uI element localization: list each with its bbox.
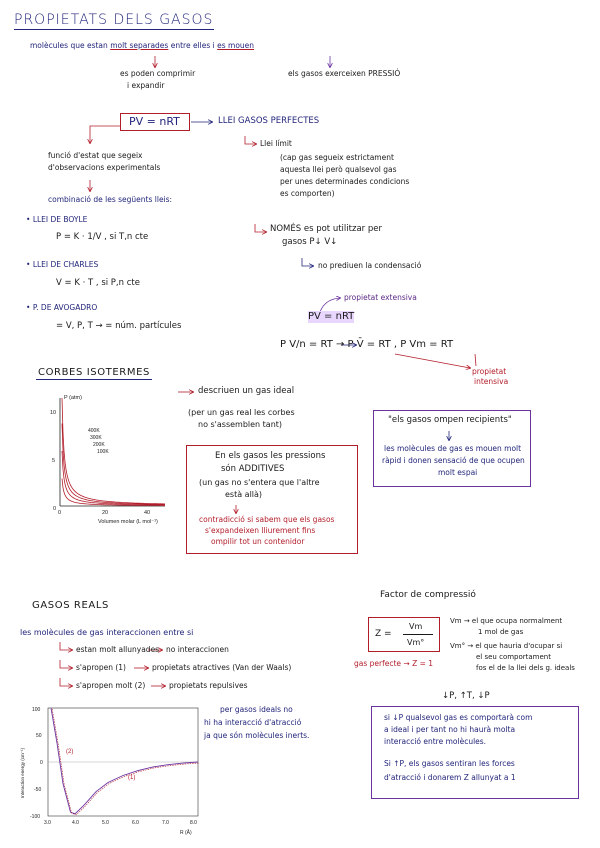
ideal-law-equation: PV = nRT [129, 115, 180, 128]
real-item-2a: s'apropen (1) [76, 663, 126, 672]
real-item-2b: propietats atractives (Van der Waals) [152, 663, 292, 672]
real-gases-heading: GASOS REALS [32, 600, 109, 611]
compress-box-2: a ideal i per tant no hi haurà molta [384, 725, 516, 734]
compress-explain-box [371, 706, 579, 799]
fraction-bar [403, 634, 433, 635]
pressures-box [186, 445, 358, 554]
real-item-3a: s'apropen molt (2) [76, 681, 146, 690]
occupy-box [373, 410, 531, 487]
pressures-4: està allà) [225, 490, 263, 499]
limit-text-3: per unes determinades condicions [280, 177, 410, 186]
isotherms-heading: CORBES ISOTERMES [38, 367, 150, 378]
ideal-note-2: hi ha interacció d'atracció [204, 718, 302, 727]
compress-box-3: interacció entre molècules. [384, 737, 487, 746]
pot-ytick-0: 0 [40, 760, 43, 766]
ideal-note-3: ja que són molècules inerts. [204, 731, 310, 740]
extensive-eq2: P V/n = RT → P V̄ = RT , P Vm = RT [280, 339, 454, 350]
compress-lhs: Z = [375, 629, 392, 639]
law-charles-name: • LLEI DE CHARLES [26, 260, 99, 269]
compress-heading: Factor de compressió [380, 590, 476, 600]
only-text-2: gasos P↓ V↓ [282, 237, 338, 247]
pot-ytick-m50: -50 [34, 787, 42, 793]
page-title: PROPIETATS DELS GASOS [14, 12, 214, 28]
compress-def-3: Vm° → el que hauria d'ocupar si [450, 642, 563, 650]
compress-def-1: Vm → el que ocupa normalment [450, 617, 563, 625]
iso-xtick-40: 40 [144, 510, 151, 516]
iso-ylabel: P (atm) [64, 395, 82, 401]
limit-text-2: aquesta llei però qualsevol gas [280, 165, 397, 174]
contra-3: ompilir tot un contenidor [211, 537, 305, 546]
pot-xlabel: R (Å) [180, 830, 192, 836]
pot-ytick-100: 100 [32, 707, 41, 713]
limit-text-1: (cap gas segueix estrictament [280, 153, 394, 162]
occupy-3: molt espai [438, 468, 478, 477]
limit-text-4: es comporten) [280, 189, 335, 198]
potential-chart [16, 700, 206, 840]
compress-def-4: el seu comportament [476, 653, 551, 661]
combined-laws: combinació de les següents lleis: [48, 195, 173, 204]
pot-xtick-3: 3.0 [44, 820, 51, 826]
law-boyle-formula: P = K · 1/V , si T,n cte [56, 232, 149, 242]
pot-xtick-6: 6.0 [132, 820, 139, 826]
intro-b: molt separades [110, 41, 169, 50]
occupy-2: ràpid i donen sensació de que ocupen [382, 456, 525, 465]
extensive-label: propietat extensiva [344, 293, 417, 302]
pot-label-1: (1) [128, 775, 136, 781]
pot-xtick-5: 5.0 [102, 820, 109, 826]
iso-series-400: 400K [88, 428, 100, 434]
iso-series-300: 300K [90, 435, 102, 441]
real-item-3b: propietats repulsives [169, 681, 248, 690]
limit-title: Llei límit [260, 139, 292, 148]
isotherm-curve-400K [62, 398, 165, 504]
compress-def-5: fos el de la llei dels g. ideals [476, 664, 575, 672]
real-gases-intro: les molècules de gas interaccionen entre si [20, 628, 194, 637]
real-item-1a: estan molt allunyades [76, 645, 160, 654]
iso-ytick-0: 0 [53, 506, 57, 512]
iso-series-200: 200K [93, 442, 105, 448]
pot-xtick-7: 7.0 [162, 820, 169, 826]
ideal-law-box [120, 113, 190, 131]
no-predict: no prediuen la condensació [318, 261, 422, 270]
pot-ylabel: Interaction energy (cm⁻¹) [20, 747, 25, 798]
intensive-label-1: propietat [472, 367, 507, 376]
pot-ytick-m100: -100 [30, 814, 41, 820]
occupy-1: les molècules de gas es mouen molt [384, 444, 522, 453]
intro-a: molècules que estan [30, 41, 108, 50]
iso-series-100: 100K [97, 449, 109, 455]
compress-den: Vm° [407, 638, 425, 647]
compress-box-5: d'atracció i donarem Z allunyat a 1 [384, 773, 516, 782]
pot-curve [51, 708, 198, 814]
intro-left-2: i expandir [127, 81, 165, 90]
compress-num: Vm [409, 622, 423, 631]
intro-line [30, 42, 254, 51]
compress-formula-box [368, 617, 440, 652]
isotherms-underline [36, 379, 152, 380]
compress-box-1: si ↓P qualsevol gas es comportarà com [384, 713, 533, 722]
isotherms-note-2: no s'assemblen tant) [198, 420, 283, 429]
compress-def-2: 1 mol de gas [478, 628, 524, 636]
law-boyle-name: • LLEI DE BOYLE [26, 215, 88, 224]
real-item-1b: no interaccionen [166, 645, 229, 654]
pressures-2: són ADDITIVES [221, 464, 285, 474]
compress-conditions: ↓P, ↑T, ↓P [442, 691, 490, 701]
compress-box-4: Si ↑P, els gasos sentiran les forces [384, 759, 515, 768]
iso-xtick-20: 20 [102, 510, 109, 516]
iso-xtick-0: 0 [58, 510, 62, 516]
iso-ytick-10: 10 [50, 410, 57, 416]
pot-label-2: (2) [66, 749, 74, 755]
pressures-1: En els gasos les pressions [215, 451, 326, 461]
compress-perfect: gas perfecte → Z = 1 [354, 659, 434, 668]
contra-2: s'expandeixen lliurement fins [205, 526, 316, 535]
occupy-quote: "els gasos ompen recipients" [388, 415, 512, 425]
isotherms-describe: descriuen un gas ideal [198, 386, 295, 396]
state-fn-2: d'observacions experimentals [48, 163, 161, 172]
law-charles-formula: V = K · T , si P,n cte [56, 278, 140, 288]
iso-xlabel: Volumen molar (L mol⁻¹) [98, 519, 158, 525]
only-text-1: NOMÉS es pot utilitzar per [270, 224, 382, 234]
contra-1: contradicció si sabem que els gasos [199, 515, 335, 524]
intro-right: els gasos exerceixen PRESSIÓ [288, 69, 401, 78]
pressures-3: (un gas no s'entera que l'altre [199, 478, 320, 487]
pot-xtick-4: 4.0 [72, 820, 79, 826]
pot-xtick-8: 8.0 [190, 820, 197, 826]
ideal-law-label: LLEI GASOS PERFECTES [218, 116, 320, 126]
intro-left-1: es poden comprimir [120, 69, 196, 78]
law-avogadro-formula: = V, P, T → = núm. partícules [56, 321, 182, 331]
state-fn-1: funció d'estat que segeix [48, 151, 143, 160]
intro-d: es mouen [217, 41, 255, 50]
ideal-note-1: per gasos ideals no [220, 705, 293, 714]
intro-c: entre elles i [170, 41, 215, 50]
pot-ytick-50: 50 [36, 733, 42, 739]
isotherm-chart [40, 390, 170, 530]
extensive-eq1: PV = nRT [308, 311, 355, 322]
title-underline [14, 29, 214, 30]
law-avogadro-name: • P. DE AVOGADRO [26, 303, 98, 312]
iso-ytick-5: 5 [52, 458, 56, 464]
intensive-label-2: intensiva [474, 377, 509, 386]
isotherms-note-1: (per un gas real les corbes [188, 408, 295, 417]
isotherm-curve-300K [62, 424, 165, 505]
